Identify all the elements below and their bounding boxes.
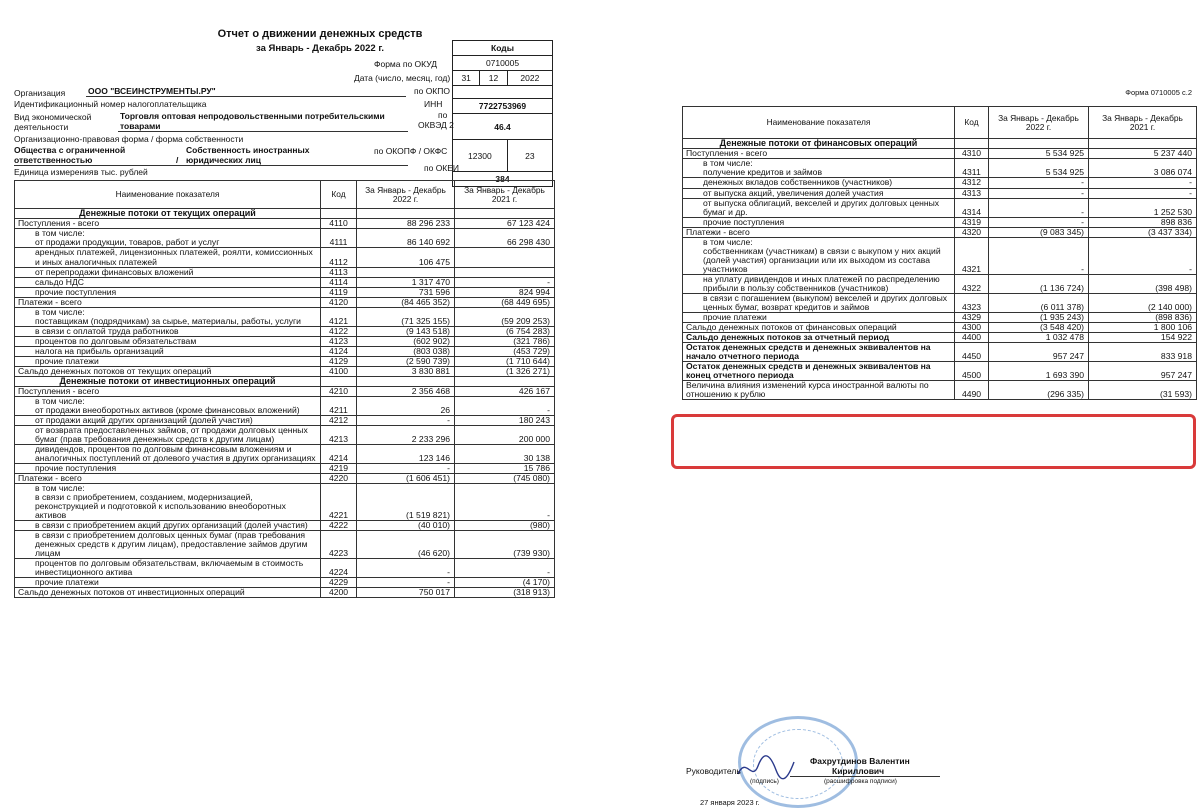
table-row [15, 578, 555, 588]
value-2022: 731 596 [357, 287, 455, 297]
value-2021: (980) [455, 521, 555, 531]
table-row [15, 416, 555, 426]
value-2022: 106 475 [357, 248, 455, 267]
table-row [683, 380, 1197, 399]
value-2021: - [1089, 188, 1197, 198]
row-code: 4122 [321, 326, 357, 336]
codes-box [452, 40, 553, 187]
value-2022: (1 606 451) [357, 474, 455, 484]
col-header-2021: За Январь - Декабрь 2021 г. [455, 181, 555, 209]
okopf-label: по ОКОПФ / ОКФС [374, 146, 448, 156]
row-code: 4112 [321, 248, 357, 267]
signer-sub: (расшифровка подписи) [824, 778, 897, 785]
row-label: в том числе: поставщикам (подрядчикам) за сырье, материалы, работы, услуги [15, 307, 321, 326]
table-row [15, 484, 555, 521]
table-row [683, 217, 1197, 227]
value-2021: (398 498) [1089, 274, 1197, 293]
okopf-value: 12300 [453, 140, 508, 172]
value-2021: - [1089, 237, 1197, 274]
value-2021: 898 836 [1089, 217, 1197, 227]
table-row [683, 178, 1197, 188]
okei-label: по ОКЕИ [424, 163, 460, 173]
org-label: Организация [14, 88, 66, 98]
row-label: Платежи - всего [683, 227, 955, 237]
empty-cell [321, 376, 357, 386]
empty-cell [455, 209, 555, 219]
table-row [683, 293, 1197, 312]
row-label: прочие платежи [15, 356, 321, 366]
col-header-code: Код [955, 107, 989, 139]
value-2022: (296 335) [989, 380, 1089, 399]
row-label: налога на прибыль организаций [15, 346, 321, 356]
value-2022: 3 830 881 [357, 366, 455, 376]
value-2022: - [989, 198, 1089, 217]
row-code: 4114 [321, 277, 357, 287]
value-2022: 26 [357, 397, 455, 416]
row-code: 4300 [955, 322, 989, 332]
value-2021: 957 247 [1089, 361, 1197, 380]
row-code: 4311 [955, 159, 989, 178]
table-row [683, 274, 1197, 293]
row-label: в связи с оплатой труда работников [15, 326, 321, 336]
table-row [15, 356, 555, 366]
row-code: 4200 [321, 588, 357, 598]
table-row [15, 346, 555, 356]
value-2021: (6 754 283) [455, 326, 555, 336]
value-2022: 957 247 [989, 342, 1089, 361]
table-row [683, 332, 1197, 342]
value-2021: (745 080) [455, 474, 555, 484]
value-2022: - [357, 578, 455, 588]
row-code: 4119 [321, 287, 357, 297]
row-code: 4500 [955, 361, 989, 380]
okved-value: 46.4 [453, 114, 553, 140]
value-2021 [455, 267, 555, 277]
okfs-value: 23 [507, 140, 552, 172]
row-code: 4120 [321, 297, 357, 307]
row-label: денежных вкладов собственников (участников) [683, 178, 955, 188]
okpo-value [453, 86, 553, 99]
table-row [15, 588, 555, 598]
value-2021: 426 167 [455, 387, 555, 397]
row-label: в том числе: получение кредитов и займов [683, 159, 955, 178]
value-2021: (321 786) [455, 336, 555, 346]
value-2022: (602 902) [357, 336, 455, 346]
value-2021: - [455, 397, 555, 416]
value-2021: - [455, 559, 555, 578]
row-label: Платежи - всего [15, 474, 321, 484]
table-row [683, 188, 1197, 198]
row-label: Поступления - всего [15, 219, 321, 229]
table-row [15, 307, 555, 326]
row-label: сальдо НДС [15, 277, 321, 287]
table-row [683, 322, 1197, 332]
okved-label-2: ОКВЭД 2 [418, 120, 454, 130]
value-2022: (1 519 821) [357, 484, 455, 521]
value-2022: - [989, 178, 1089, 188]
row-code: 4310 [955, 149, 989, 159]
row-code: 4222 [321, 521, 357, 531]
value-2022: (1 935 243) [989, 312, 1089, 322]
value-2022: 123 146 [357, 445, 455, 464]
value-2022: 86 140 692 [357, 229, 455, 248]
row-label: Сальдо денежных потоков за отчетный период [683, 332, 955, 342]
inn-label: ИНН [424, 99, 443, 109]
value-2021: (68 449 695) [455, 297, 555, 307]
table-row [15, 219, 555, 229]
table-row [683, 237, 1197, 274]
okud-value: 0710005 [453, 56, 553, 71]
activity-label-2: деятельности [14, 122, 69, 132]
table-row [15, 336, 555, 346]
table-row [15, 287, 555, 297]
col-header-name: Наименование показателя [683, 107, 955, 139]
value-2021: 67 123 424 [455, 219, 555, 229]
row-label: в том числе: собственникам (участникам) в связи с выкупом у них акций (долей участия) организации или их выходом из состава участников [683, 237, 955, 274]
row-code: 4123 [321, 336, 357, 346]
activity-underline [118, 131, 408, 132]
value-2021: - [455, 484, 555, 521]
value-2021: 154 922 [1089, 332, 1197, 342]
row-code: 4219 [321, 464, 357, 474]
row-label: на уплату дивидендов и иных платежей по распределению прибыли в пользу собственников (участников) [683, 274, 955, 293]
row-label: в связи с погашением (выкупом) векселей и других долговых ценных бумаг, возврат кредитов и займов [683, 293, 955, 312]
signature-sub: (подпись) [750, 778, 779, 785]
value-2022: (9 143 518) [357, 326, 455, 336]
table-row [15, 326, 555, 336]
row-code: 4312 [955, 178, 989, 188]
value-2021: (739 930) [455, 531, 555, 559]
value-2021: (453 729) [455, 346, 555, 356]
row-label: прочие платежи [683, 312, 955, 322]
value-2021: (1 710 644) [455, 356, 555, 366]
value-2022: (71 325 155) [357, 307, 455, 326]
empty-cell [321, 209, 357, 219]
value-2022: 2 356 468 [357, 387, 455, 397]
inn-row-label: Идентификационный номер налогоплательщика [14, 99, 207, 109]
unit-value: в тыс. рублей [94, 167, 148, 177]
table-row [15, 521, 555, 531]
table-row [683, 361, 1197, 380]
highlight-box [671, 414, 1196, 469]
col-header-code: Код [321, 181, 357, 209]
row-label: от перепродажи финансовых вложений [15, 267, 321, 277]
empty-cell [955, 139, 989, 149]
col-header-2022: За Январь - Декабрь 2022 г. [989, 107, 1089, 139]
row-code: 4400 [955, 332, 989, 342]
row-code: 4129 [321, 356, 357, 366]
codes-header: Коды [453, 41, 553, 56]
value-2022: - [357, 559, 455, 578]
row-code: 4100 [321, 366, 357, 376]
row-code: 4220 [321, 474, 357, 484]
opf-label: Организационно-правовая форма / форма собственности [14, 134, 244, 144]
signer-name-2: Кириллович [832, 766, 885, 776]
row-code: 4490 [955, 380, 989, 399]
table-row [683, 227, 1197, 237]
table-row [15, 267, 555, 277]
row-label: процентов по долговым обязательствам, включаемым в стоимость инвестиционного актива [15, 559, 321, 578]
value-2021: 5 237 440 [1089, 149, 1197, 159]
empty-cell [1089, 139, 1197, 149]
value-2022: 1 032 478 [989, 332, 1089, 342]
row-label: прочие поступления [683, 217, 955, 227]
row-code: 4450 [955, 342, 989, 361]
row-code: 4319 [955, 217, 989, 227]
value-2021: 15 786 [455, 464, 555, 474]
table-row [15, 376, 555, 386]
value-2022: 1 693 390 [989, 361, 1089, 380]
table-row [15, 277, 555, 287]
signer-name-1: Фахрутдинов Валентин [810, 756, 910, 766]
row-label: Поступления - всего [15, 387, 321, 397]
report-period: за Январь - Декабрь 2022 г. [256, 43, 384, 54]
okei-value: 384 [453, 172, 553, 187]
value-2022: 5 534 925 [989, 149, 1089, 159]
value-2021: 180 243 [455, 416, 555, 426]
opf-2b: юридических лиц [186, 155, 261, 165]
row-code: 4320 [955, 227, 989, 237]
table-row [15, 397, 555, 416]
row-label: прочие поступления [15, 464, 321, 474]
activity-text-2: товарами [120, 121, 161, 131]
row-code: 4210 [321, 387, 357, 397]
value-2021: (1 326 271) [455, 366, 555, 376]
row-code: 4321 [955, 237, 989, 274]
row-code: 4124 [321, 346, 357, 356]
value-2021 [455, 248, 555, 267]
row-code: 4229 [321, 578, 357, 588]
value-2021: - [455, 277, 555, 287]
value-2022: (9 083 345) [989, 227, 1089, 237]
row-label: дивидендов, процентов по долговым финансовым вложениям и аналогичных поступлений от долевого участия в других организациях [15, 445, 321, 464]
table-row [683, 149, 1197, 159]
value-2021: (31 593) [1089, 380, 1197, 399]
section-heading: Денежные потоки от финансовых операций [683, 139, 955, 149]
row-code: 4329 [955, 312, 989, 322]
row-label: Сальдо денежных потоков от финансовых операций [683, 322, 955, 332]
row-label: Сальдо денежных потоков от текущих операций [15, 366, 321, 376]
value-2021: (318 913) [455, 588, 555, 598]
signature-label: Руководитель [686, 766, 741, 776]
row-code: 4322 [955, 274, 989, 293]
value-2022: - [357, 464, 455, 474]
value-2021: (59 209 253) [455, 307, 555, 326]
row-label: от выпуска акций, увеличения долей участия [683, 188, 955, 198]
inn-value: 7722753969 [453, 99, 553, 114]
row-code: 4214 [321, 445, 357, 464]
row-label: Поступления - всего [683, 149, 955, 159]
unit-label: Единица измерения: [14, 167, 96, 177]
row-label: арендных платежей, лицензионных платежей, роялти, комиссионных и иных аналогичных платежей [15, 248, 321, 267]
row-label: в связи с приобретением акций других организаций (долей участия) [15, 521, 321, 531]
value-2022: (1 136 724) [989, 274, 1089, 293]
row-label: прочие платежи [15, 578, 321, 588]
value-2021: 66 298 430 [455, 229, 555, 248]
section-heading: Денежные потоки от текущих операций [15, 209, 321, 219]
table-row [15, 366, 555, 376]
row-label: от выпуска облигаций, векселей и других долговых ценных бумаг и др. [683, 198, 955, 217]
row-label: в том числе: от продажи внеоборотных активов (кроме финансовых вложений) [15, 397, 321, 416]
row-code: 4314 [955, 198, 989, 217]
table-row [683, 159, 1197, 178]
value-2022: (803 038) [357, 346, 455, 356]
value-2022: (46 620) [357, 531, 455, 559]
date-year: 2022 [507, 71, 552, 86]
value-2022: 88 296 233 [357, 219, 455, 229]
row-code: 4323 [955, 293, 989, 312]
row-code: 4224 [321, 559, 357, 578]
org-underline [86, 96, 406, 97]
empty-cell [989, 139, 1089, 149]
row-label: в том числе: от продажи продукции, товаров, работ и услуг [15, 229, 321, 248]
report-page-1 [14, 26, 554, 808]
row-code: 4211 [321, 397, 357, 416]
opf-2a: Собственность иностранных [186, 145, 310, 155]
okud-label: Форма по ОКУД [374, 59, 437, 69]
cash-flow-table-2 [682, 106, 1197, 400]
col-header-2021: За Январь - Декабрь 2021 г. [1089, 107, 1197, 139]
table-row [683, 342, 1197, 361]
signer-underline [790, 776, 940, 777]
value-2022: - [989, 188, 1089, 198]
activity-label-1: Вид экономической [14, 112, 92, 122]
value-2022: (2 590 739) [357, 356, 455, 366]
value-2022: 750 017 [357, 588, 455, 598]
table-row [15, 387, 555, 397]
value-2022 [357, 267, 455, 277]
value-2021: 200 000 [455, 426, 555, 445]
row-code: 4111 [321, 229, 357, 248]
table-row [15, 426, 555, 445]
value-2021: 1 252 530 [1089, 198, 1197, 217]
value-2022: (6 011 378) [989, 293, 1089, 312]
date-day: 31 [453, 71, 480, 86]
value-2021: (2 140 000) [1089, 293, 1197, 312]
opf-1a: Общества с ограниченной [14, 145, 126, 155]
table-row [15, 229, 555, 248]
cash-flow-table-1 [14, 180, 555, 598]
signature-date: 27 января 2023 г. [700, 798, 760, 807]
table-row [683, 139, 1197, 149]
org-name: ООО "ВСЕИНСТРУМЕНТЫ.РУ" [88, 86, 216, 96]
value-2022: - [989, 237, 1089, 274]
value-2021: 30 138 [455, 445, 555, 464]
value-2021: 3 086 074 [1089, 159, 1197, 178]
row-code: 4223 [321, 531, 357, 559]
row-label: в том числе: в связи с приобретением, созданием, модернизацией, реконструкцией и подготовкой к использованию внеоборотных активов [15, 484, 321, 521]
date-month: 12 [480, 71, 507, 86]
row-code: 4113 [321, 267, 357, 277]
row-code: 4212 [321, 416, 357, 426]
row-label: прочие поступления [15, 287, 321, 297]
opf-slash: / [176, 155, 179, 165]
value-2022: (84 465 352) [357, 297, 455, 307]
col-header-name: Наименование показателя [15, 181, 321, 209]
value-2022: - [989, 217, 1089, 227]
value-2021: 824 994 [455, 287, 555, 297]
empty-cell [455, 376, 555, 386]
form-reference: Форма 0710005 с.2 [1125, 88, 1192, 97]
row-code: 4221 [321, 484, 357, 521]
value-2022: 5 534 925 [989, 159, 1089, 178]
row-code: 4121 [321, 307, 357, 326]
col-header-2022: За Январь - Декабрь 2022 г. [357, 181, 455, 209]
table-row [15, 248, 555, 267]
opf-underline [14, 165, 408, 166]
row-code: 4213 [321, 426, 357, 445]
table-row [15, 445, 555, 464]
okpo-label: по ОКПО [414, 86, 450, 96]
table-row [15, 464, 555, 474]
opf-1b: ответственностью [14, 155, 93, 165]
value-2021: - [1089, 178, 1197, 188]
date-label: Дата (число, месяц, год) [354, 73, 451, 83]
row-label: от возврата предоставленных займов, от продажи долговых ценных бумаг (прав требования денежных средств к другим лицам) [15, 426, 321, 445]
row-label: Остаток денежных средств и денежных эквивалентов на начало отчетного периода [683, 342, 955, 361]
value-2022: 2 233 296 [357, 426, 455, 445]
row-label: от продажи акций других организаций (долей участия) [15, 416, 321, 426]
value-2021: 1 800 106 [1089, 322, 1197, 332]
value-2022: - [357, 416, 455, 426]
table-row [683, 312, 1197, 322]
row-label: Остаток денежных средств и денежных эквивалентов на конец отчетного периода [683, 361, 955, 380]
empty-cell [357, 209, 455, 219]
empty-cell [357, 376, 455, 386]
table-row [15, 297, 555, 307]
row-label: Величина влияния изменений курса иностранной валюты по отношению к рублю [683, 380, 955, 399]
value-2021: (898 836) [1089, 312, 1197, 322]
activity-text-1: Торговля оптовая непродовольственными потребительскими [120, 111, 385, 121]
table-row [15, 474, 555, 484]
value-2022: 1 317 470 [357, 277, 455, 287]
value-2021: 833 918 [1089, 342, 1197, 361]
table-row [15, 559, 555, 578]
value-2022: (40 010) [357, 521, 455, 531]
table-row [15, 209, 555, 219]
row-label: в связи с приобретением долговых ценных бумаг (прав требования денежных средств к другим лицам), предоставление займов другим лицам [15, 531, 321, 559]
value-2022: (3 548 420) [989, 322, 1089, 332]
row-label: Платежи - всего [15, 297, 321, 307]
value-2021: (4 170) [455, 578, 555, 588]
table-row [683, 198, 1197, 217]
report-title: Отчет о движении денежных средств [217, 28, 423, 40]
row-code: 4313 [955, 188, 989, 198]
table-row [15, 531, 555, 559]
section-heading: Денежные потоки от инвестиционных операций [15, 376, 321, 386]
row-label: процентов по долговым обязательствам [15, 336, 321, 346]
value-2021: (3 437 334) [1089, 227, 1197, 237]
row-label: Сальдо денежных потоков от инвестиционных операций [15, 588, 321, 598]
okved-label-1: по [438, 110, 448, 120]
row-code: 4110 [321, 219, 357, 229]
